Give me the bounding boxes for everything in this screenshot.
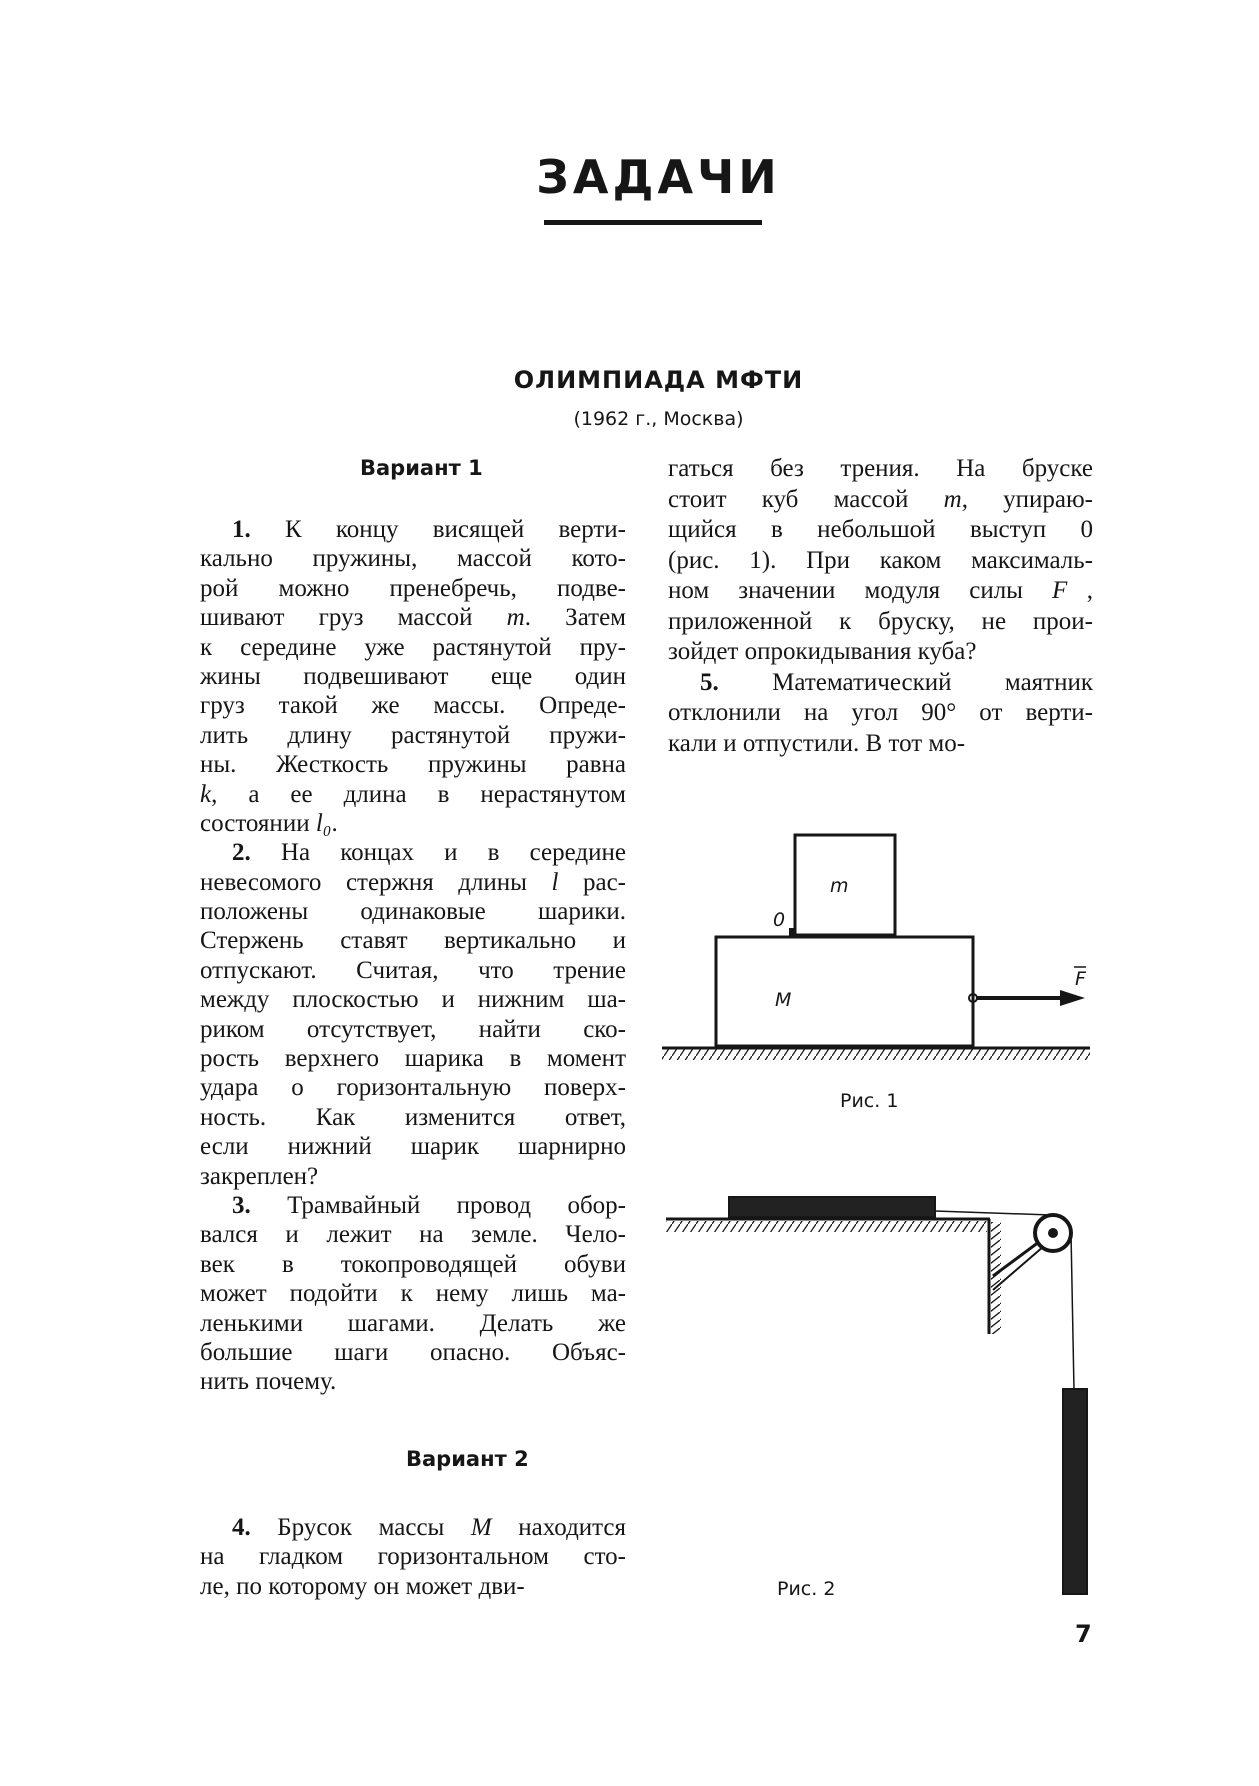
text-segment: нить почему. — [200, 1368, 337, 1396]
block-M — [716, 937, 973, 1046]
text-segment: невесомого стержня длины — [200, 868, 552, 896]
text-segment: стоит куб массой — [668, 485, 944, 513]
text-segment: груз такой же массы. Опреде- — [200, 692, 626, 720]
text-segment: На концах и в середине — [250, 839, 626, 867]
text-segment: рость верхнего шарика в момент — [200, 1045, 626, 1073]
block-label: M — [775, 989, 792, 1011]
rope-vertical — [1071, 1233, 1074, 1390]
text-segment: m — [506, 604, 525, 632]
text-segment: может подойти к нему лишь ма- — [200, 1280, 626, 1308]
force-label: F — [1075, 968, 1086, 990]
text-segment: M — [470, 1514, 492, 1541]
hanging-weight — [1063, 1389, 1087, 1594]
text-segment: закреплен? — [200, 1162, 319, 1190]
text-segment: щийся в небольшой выступ 0 — [668, 516, 1093, 543]
figure-1-caption: Рис. 1 — [840, 1090, 899, 1112]
stop-label: 0 — [773, 909, 786, 931]
text-segment: на гладком горизонтальном сто- — [200, 1543, 626, 1571]
text-segment: Брусок массы — [250, 1514, 471, 1541]
text-segment: К концу висящей верти- — [250, 516, 626, 543]
text-segment: 2. — [232, 839, 251, 867]
text-segment: . — [331, 809, 338, 837]
text-segment: , — [1086, 577, 1093, 604]
text-segment: 4. — [232, 1514, 251, 1541]
text-segment: если нижний шарик шарнирно — [200, 1133, 626, 1161]
text-segment: ность. Как изменится ответ, — [200, 1103, 626, 1131]
text-segment: состоянии — [200, 809, 316, 837]
text-segment: F⃗ — [1052, 577, 1087, 604]
text-segment: 3. — [232, 1191, 251, 1219]
text-segment: большие шаги опасно. Объяс- — [200, 1338, 626, 1366]
figure-2-diagram — [666, 1197, 1087, 1594]
page-number: 7 — [1075, 1620, 1092, 1648]
ground-hatching — [662, 1048, 1090, 1060]
text-segment: жины подвешивают еще один — [200, 662, 626, 690]
bar-on-table — [729, 1197, 935, 1217]
text-segment: риком отсутствует, найти ско- — [200, 1015, 626, 1043]
text-segment: лить длину растянутой пружи- — [200, 721, 626, 749]
text-segment: вался и лежит на земле. Чело- — [200, 1221, 626, 1249]
text-segment: k — [200, 780, 212, 808]
text-segment: . Затем — [524, 604, 626, 632]
cube-label: m — [830, 875, 849, 897]
text-segment: положены одинаковые шарики. — [200, 898, 626, 926]
text-segment: , упираю- — [961, 485, 1094, 513]
text-segment: ленькими шагами. Делать же — [200, 1309, 626, 1337]
text-segment: , а ее длина в нерастянутом — [211, 780, 626, 808]
text-segment: к середине уже растянутой пру- — [200, 633, 626, 661]
variant-2-heading: Вариант 2 — [406, 1447, 529, 1471]
stop-protrusion — [789, 928, 795, 937]
text-segment: Математический маятник — [718, 668, 1093, 696]
figure-1-diagram — [662, 835, 1090, 1060]
text-segment: находится — [491, 1514, 626, 1541]
text-segment: рас- — [558, 868, 626, 896]
text-segment: век в токопроводящей обуви — [200, 1250, 626, 1278]
text-segment: между плоскостью и нижним ша- — [200, 986, 626, 1014]
variant-1-heading: Вариант 1 — [360, 456, 483, 480]
text-segment: ном значении модуля силы — [668, 577, 1053, 604]
page-title: ЗАДАЧИ — [536, 150, 781, 204]
rope-horizontal — [935, 1211, 1051, 1215]
text-segment: гаться без трения. На бруске — [668, 455, 1093, 482]
table-hatching — [666, 1221, 987, 1232]
text-segment: шивают груз массой — [200, 604, 507, 632]
text-segment: удара о горизонтальную поверх- — [200, 1074, 626, 1102]
text-segment: l₀ — [315, 809, 332, 837]
text-segment: кально пружины, массой кото- — [200, 545, 626, 573]
text-segment: кали и отпустили. В тот мо- — [668, 729, 966, 757]
text-segment: (рис. 1). При каком максималь- — [668, 546, 1093, 574]
text-segment: 1. — [232, 516, 251, 543]
text-segment: Стержень ставят вертикально и — [200, 927, 626, 955]
text-segment: зойдет опрокидывания куба? — [668, 638, 977, 665]
text-segment: Трамвайный провод обор- — [250, 1191, 626, 1219]
figure-2-caption: Рис. 2 — [777, 1578, 836, 1600]
section-subtitle: (1962 г., Москва) — [573, 408, 744, 430]
text-segment: ле, по которому он может дви- — [200, 1572, 525, 1600]
text-segment: приложенной к бруску, не прои- — [668, 607, 1093, 635]
text-segment: l — [551, 868, 559, 896]
text-segment: m — [943, 485, 962, 513]
text-segment: 5. — [700, 668, 719, 696]
text-segment: рой можно пренебречь, подве- — [200, 574, 626, 602]
text-segment: отклонили на угол 90° от верти- — [668, 699, 1093, 726]
section-title: ОЛИМПИАДА МФТИ — [513, 366, 804, 394]
text-segment: ны. Жесткость пружины равна — [200, 751, 626, 779]
text-segment: отпускают. Считая, что трение — [200, 956, 626, 984]
